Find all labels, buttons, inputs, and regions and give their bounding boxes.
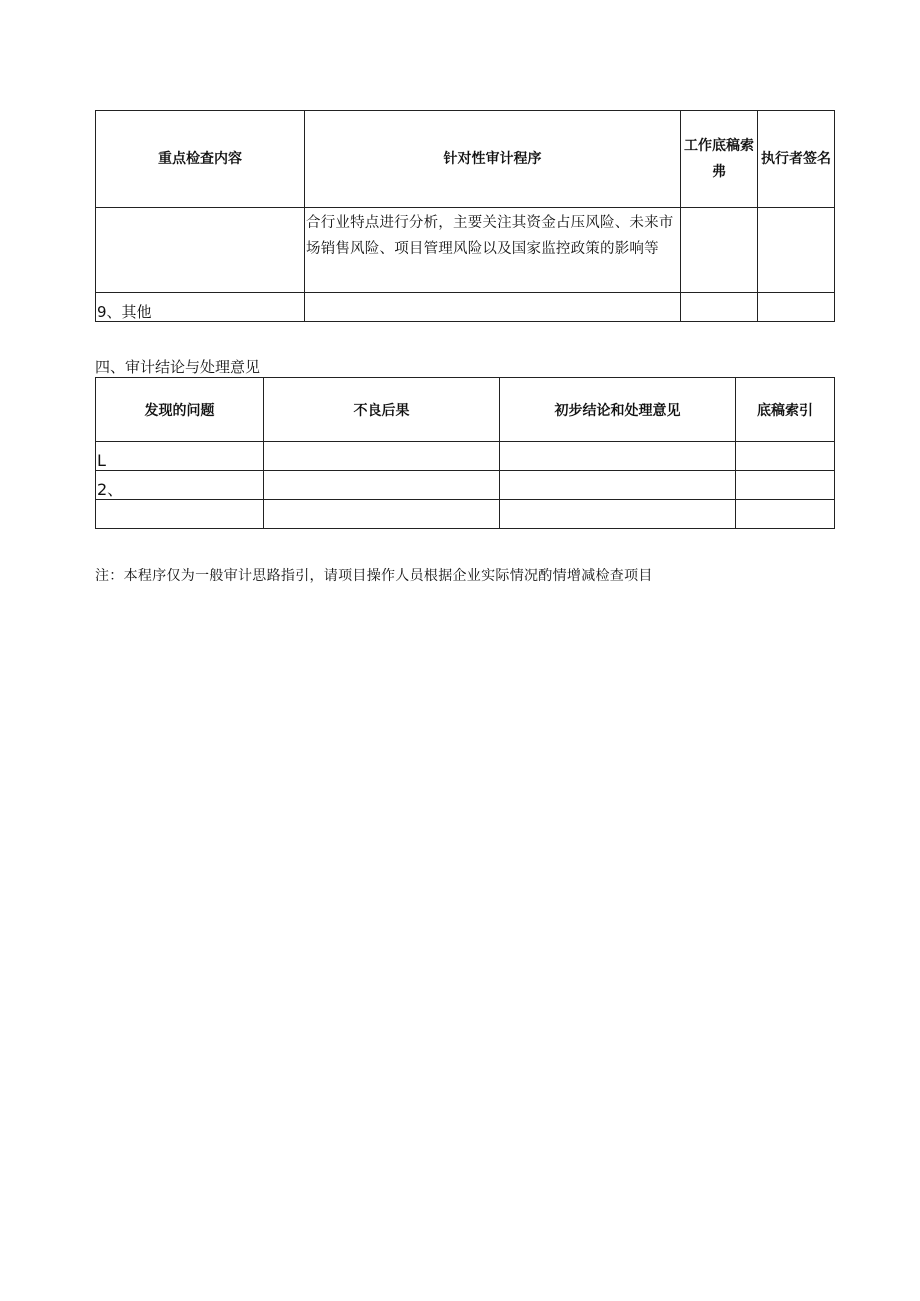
- table-row: [96, 500, 835, 529]
- table-header-row: [96, 111, 835, 208]
- footnote: 注：本程序仅为一般审计思路指引，请项目操作人员根据企业实际情况酌情增减检查项目: [95, 568, 653, 584]
- procedure-text: 合行业特点进行分析，主要关注其资金占压风险、未来市场销售风险、项目管理风险以及国家监控政策的影响等: [305, 208, 681, 293]
- audit-conclusion-table: [95, 377, 835, 529]
- procedure-cell: [305, 293, 681, 322]
- header-issues-found: 发现的问题: [96, 378, 264, 442]
- workpaper-index-cell: [681, 293, 758, 322]
- conclusion-cell: [500, 471, 736, 500]
- header-audit-procedure: 针对性审计程序: [305, 111, 681, 208]
- conclusion-cell: [500, 442, 736, 471]
- index-cell: [736, 500, 835, 529]
- header-adverse-consequences: 不良后果: [264, 378, 500, 442]
- issue-number-cell: L: [96, 442, 264, 471]
- conclusion-cell: [500, 500, 736, 529]
- header-workpaper-index: 底稿索引: [736, 378, 835, 442]
- workpaper-index-cell: [681, 208, 758, 293]
- audit-procedure-table: [95, 110, 835, 322]
- issue-number-cell: [96, 500, 264, 529]
- table-row: [96, 293, 835, 322]
- header-key-check-content: 重点检查内容: [96, 111, 305, 208]
- executor-signature-cell: [758, 293, 835, 322]
- consequence-cell: [264, 442, 500, 471]
- consequence-cell: [264, 500, 500, 529]
- row-label-other: 9、其他: [96, 293, 305, 322]
- consequence-cell: [264, 471, 500, 500]
- check-content-cell: [96, 208, 305, 293]
- header-preliminary-conclusion: 初步结论和处理意见: [500, 378, 736, 442]
- table-header-row: [96, 378, 835, 442]
- index-cell: [736, 442, 835, 471]
- table-row: [96, 442, 835, 471]
- table-row: [96, 208, 835, 293]
- issue-number-cell: 2、: [96, 471, 264, 500]
- header-workpaper-index: 工作底稿索弗: [681, 111, 758, 208]
- executor-signature-cell: [758, 208, 835, 293]
- section-title: 四、审计结论与处理意见: [95, 358, 261, 376]
- table-row: [96, 471, 835, 500]
- header-executor-signature: 执行者签名: [758, 111, 835, 208]
- index-cell: [736, 471, 835, 500]
